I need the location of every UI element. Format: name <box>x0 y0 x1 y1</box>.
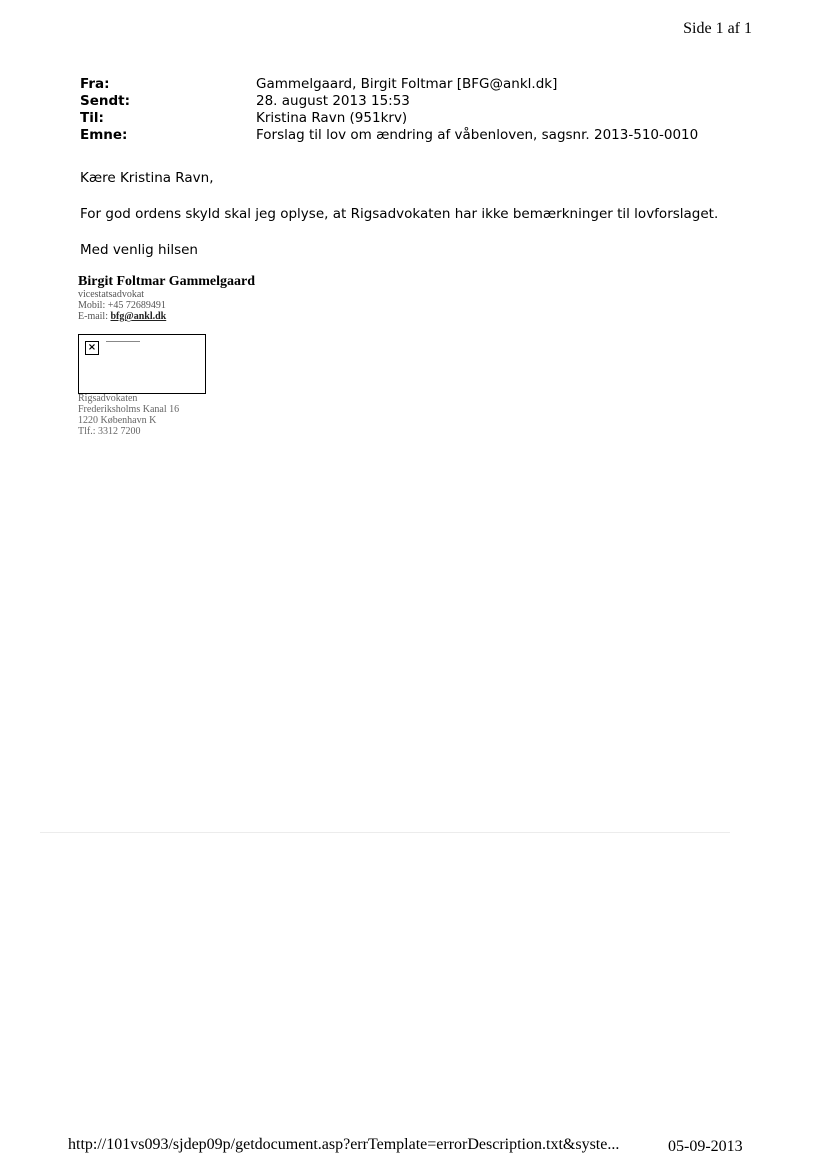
footer-url: http://101vs093/sjdep09p/getdocument.asp?errTemplate=errorDescription.txt&syste... <box>68 1136 620 1153</box>
to-label: Til: <box>80 110 104 126</box>
greeting: Kære Kristina Ravn, <box>80 170 214 186</box>
scan-artifact-line <box>40 832 730 833</box>
signature-mobile: Mobil: +45 72689491 <box>78 300 166 311</box>
logo-image-placeholder <box>78 334 206 394</box>
address-org: Rigsadvokaten <box>78 393 138 404</box>
from-value: Gammelgaard, Birgit Foltmar [BFG@ankl.dk] <box>256 76 558 92</box>
sent-label: Sendt: <box>80 93 131 109</box>
to-value: Kristina Ravn (951krv) <box>256 110 408 126</box>
sent-value: 28. august 2013 15:53 <box>256 93 410 109</box>
address-street: Frederiksholms Kanal 16 <box>78 404 180 415</box>
address-phone: Tlf.: 3312 7200 <box>78 426 141 437</box>
closing: Med venlig hilsen <box>80 242 198 258</box>
footer-date: 05-09-2013 <box>668 1138 743 1155</box>
signature-email-link[interactable]: bfg@ankl.dk <box>110 311 167 322</box>
signature-name: Birgit Foltmar Gammelgaard <box>78 274 256 289</box>
signature-title: vicestatsadvokat <box>78 289 145 300</box>
signature <box>78 274 255 322</box>
email-header <box>80 76 720 144</box>
header-row-subject <box>80 127 720 144</box>
body-paragraph: For god ordens skyld skal jeg oplyse, at Rigsadvokaten har ikke bemærkninger til lovforslaget. <box>80 206 719 222</box>
logo-scribble <box>106 341 140 344</box>
broken-image-icon: × <box>85 341 99 355</box>
header-row-sent <box>80 93 720 110</box>
address-block <box>78 393 179 437</box>
signature-email-line <box>78 311 255 322</box>
header-row-from <box>80 76 720 93</box>
subject-label: Emne: <box>80 127 128 143</box>
from-label: Fra: <box>80 76 110 92</box>
page-number: Side 1 af 1 <box>683 20 752 37</box>
header-row-to <box>80 110 720 127</box>
subject-value: Forslag til lov om ændring af våbenloven, sagsnr. 2013-510-0010 <box>256 127 699 143</box>
address-city: 1220 København K <box>78 415 157 426</box>
signature-email-label: E-mail: <box>78 311 111 322</box>
